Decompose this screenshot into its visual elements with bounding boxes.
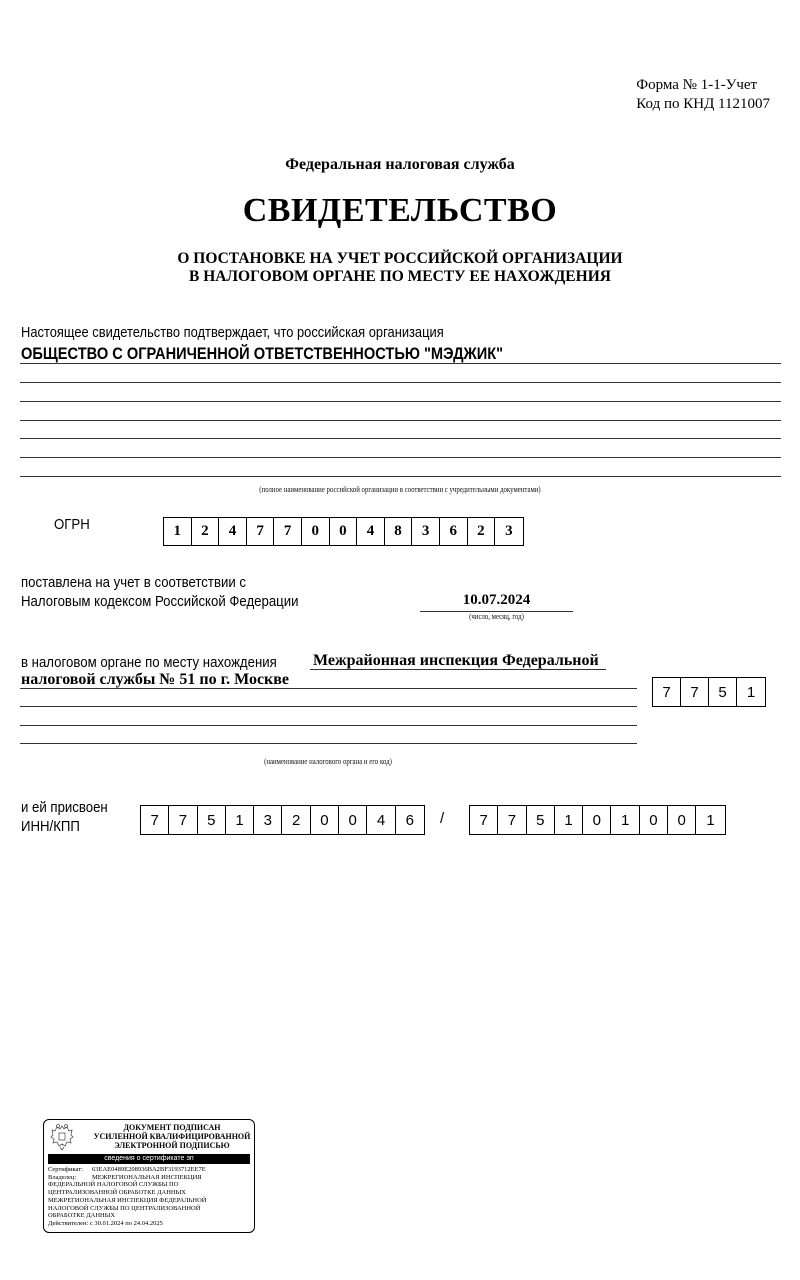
- kpp-digit: 1: [555, 806, 583, 834]
- form-number: Форма № 1-1-Учет: [636, 77, 758, 93]
- form-code-block: [636, 76, 770, 114]
- inn-digit: 3: [254, 806, 282, 834]
- document-title: СВИДЕТЕЛЬСТВО: [242, 192, 558, 229]
- subtitle-line-1: О ПОСТАНОВКЕ НА УЧЕТ РОССИЙСКОЙ ОРГАНИЗАЦИИ: [177, 250, 623, 267]
- ogrn-digit: 0: [330, 518, 358, 545]
- owner-line-4: МЕЖРЕГИОНАЛЬНАЯ ИНСПЕКЦИЯ ФЕДЕРАЛЬНОЙ: [48, 1196, 207, 1204]
- org-name-rule-6: [20, 457, 781, 458]
- organization-name: ОБЩЕСТВО С ОГРАНИЧЕННОЙ ОТВЕТСТВЕННОСТЬЮ "МЭДЖИК": [21, 344, 504, 363]
- ogrn-digit: 6: [440, 518, 468, 545]
- agency-name: Федеральная налоговая служба: [285, 156, 515, 173]
- inn-kpp-label-1: и ей присвоен: [21, 799, 108, 816]
- org-name-rule-3: [20, 401, 781, 402]
- ogrn-digit: 7: [274, 518, 302, 545]
- tax-authority-rule-0: [310, 669, 606, 670]
- tax-authority-rule-1: [20, 688, 637, 689]
- kpp-digit: 7: [498, 806, 526, 834]
- inn-digit: 6: [405, 811, 414, 829]
- stamp-heading: [92, 1123, 252, 1150]
- ogrn-digit: 2: [468, 518, 496, 545]
- stamp-heading-line-3: ЭЛЕКТРОННОЙ ПОДПИСЬЮ: [114, 1141, 230, 1150]
- kpp-digit: 7: [470, 806, 498, 834]
- kpp-digit: 0: [668, 806, 696, 834]
- certificate-label: Сертификат:: [48, 1166, 83, 1173]
- subtitle-line-2: В НАЛОГОВОМ ОРГАНЕ ПО МЕСТУ ЕЕ НАХОЖДЕНИЯ: [189, 268, 611, 285]
- inn-digit: 5: [198, 806, 226, 834]
- ogrn-digit: 4: [219, 518, 247, 545]
- tax-code-digit: 7: [653, 678, 681, 706]
- tax-authority-line-1: [21, 653, 312, 672]
- inn-digit: 7: [141, 806, 169, 834]
- russian-coat-of-arms-icon: [49, 1123, 75, 1151]
- inn-boxes: [140, 805, 425, 835]
- stamp-certificate-bar: сведения о сертификате эп: [48, 1154, 250, 1164]
- ogrn-digit: 2: [192, 518, 220, 545]
- tax-authority-rule-3: [20, 725, 637, 726]
- tax-code-digit: 1: [746, 683, 756, 701]
- registration-date: 10.07.2024: [462, 592, 531, 608]
- organization-intro: Настоящее свидетельство подтверждает, что российская организация: [21, 324, 444, 341]
- kpp-digit: 1: [611, 806, 639, 834]
- inn-digit: 4: [367, 806, 395, 834]
- tax-authority-rule-4: [20, 743, 637, 744]
- org-name-rule-4: [20, 420, 781, 421]
- inn-digit: 2: [282, 806, 310, 834]
- owner-line-5: НАЛОГОВОЙ СЛУЖБЫ ПО ЦЕНТРАЛИЗОВАННОЙ: [48, 1204, 201, 1212]
- validity-label: Действителен:: [48, 1219, 89, 1227]
- kpp-digit: 5: [527, 806, 555, 834]
- kpp-digit: 1: [706, 811, 715, 829]
- kpp-boxes: [469, 805, 726, 835]
- inn-digit: 7: [169, 806, 197, 834]
- document-subtitle: [0, 250, 800, 286]
- tax-code-digit: 7: [681, 678, 709, 706]
- ogrn-label: ОГРН: [54, 516, 90, 533]
- tax-authority-code-boxes: [652, 677, 766, 707]
- registration-line-2: Налоговым кодексом Российской Федерации: [21, 593, 299, 610]
- organization-caption: (полное наименование российской организации в соответствии с учредительными документами): [259, 485, 541, 494]
- ogrn-digit: 1: [164, 518, 192, 545]
- tax-code-digit: 5: [709, 678, 737, 706]
- tax-authority-name-2: налоговой службы № 51 по г. Москве: [21, 671, 290, 688]
- certificate-value: 63EAE0489E208936BA2BF3193712EE7E: [92, 1166, 206, 1173]
- tax-authority-name-1: Межрайонная инспекция Федеральной: [313, 652, 599, 669]
- owner-line-3: ЦЕНТРАЛИЗОВАННОЙ ОБРАБОТКЕ ДАННЫХ: [48, 1189, 186, 1197]
- ogrn-digit: 3: [505, 523, 513, 539]
- tax-authority-rule-2: [20, 706, 637, 707]
- kpp-digit: 0: [640, 806, 668, 834]
- ogrn-digit: 3: [412, 518, 440, 545]
- stamp-heading-line-1: ДОКУМЕНТ ПОДПИСАН: [123, 1123, 221, 1132]
- stamp-heading-line-2: УСИЛЕННОЙ КВАЛИФИЦИРОВАННОЙ: [93, 1132, 251, 1141]
- tax-authority-caption: (наименование налогового органа и его код): [264, 757, 392, 766]
- inn-kpp-label-2: ИНН/КПП: [21, 818, 80, 835]
- inn-digit: 1: [226, 806, 254, 834]
- inn-kpp-separator: /: [440, 810, 445, 827]
- ogrn-digit: 8: [385, 518, 413, 545]
- date-caption: (число, месяц, год): [469, 612, 524, 621]
- electronic-signature-stamp: [43, 1119, 255, 1233]
- ogrn-digit: 0: [302, 518, 330, 545]
- registration-line-1: поставлена на учет в соответствии с: [21, 574, 246, 591]
- ogrn-digit: 4: [357, 518, 385, 545]
- owner-line-6: ОБРАБОТКЕ ДАННЫХ: [48, 1212, 116, 1220]
- stamp-certificate-details: [48, 1166, 252, 1228]
- owner-line-2: ФЕДЕРАЛЬНОЙ НАЛОГОВОЙ СЛУЖБЫ ПО: [48, 1181, 179, 1189]
- inn-digit: 0: [339, 806, 367, 834]
- org-name-rule-2: [20, 382, 781, 383]
- org-name-rule-7: [20, 476, 781, 477]
- kpp-digit: 0: [583, 806, 611, 834]
- knd-code: Код по КНД 1121007: [636, 96, 770, 112]
- org-name-rule-1: [20, 363, 781, 364]
- validity-value: с 30.01.2024 по 24.04.2025: [89, 1219, 163, 1227]
- stamp-certificate-row: [48, 1166, 252, 1174]
- owner-label: Владелец:: [48, 1173, 77, 1181]
- tax-authority-prefix: в налоговом органе по месту нахождения: [21, 654, 277, 671]
- inn-digit: 0: [311, 806, 339, 834]
- ogrn-boxes: [163, 517, 524, 546]
- owner-line-1: МЕЖРЕГИОНАЛЬНАЯ ИНСПЕКЦИЯ: [92, 1173, 202, 1181]
- ogrn-digit: 7: [247, 518, 275, 545]
- org-name-rule-5: [20, 438, 781, 439]
- stamp-validity-row: [48, 1220, 252, 1228]
